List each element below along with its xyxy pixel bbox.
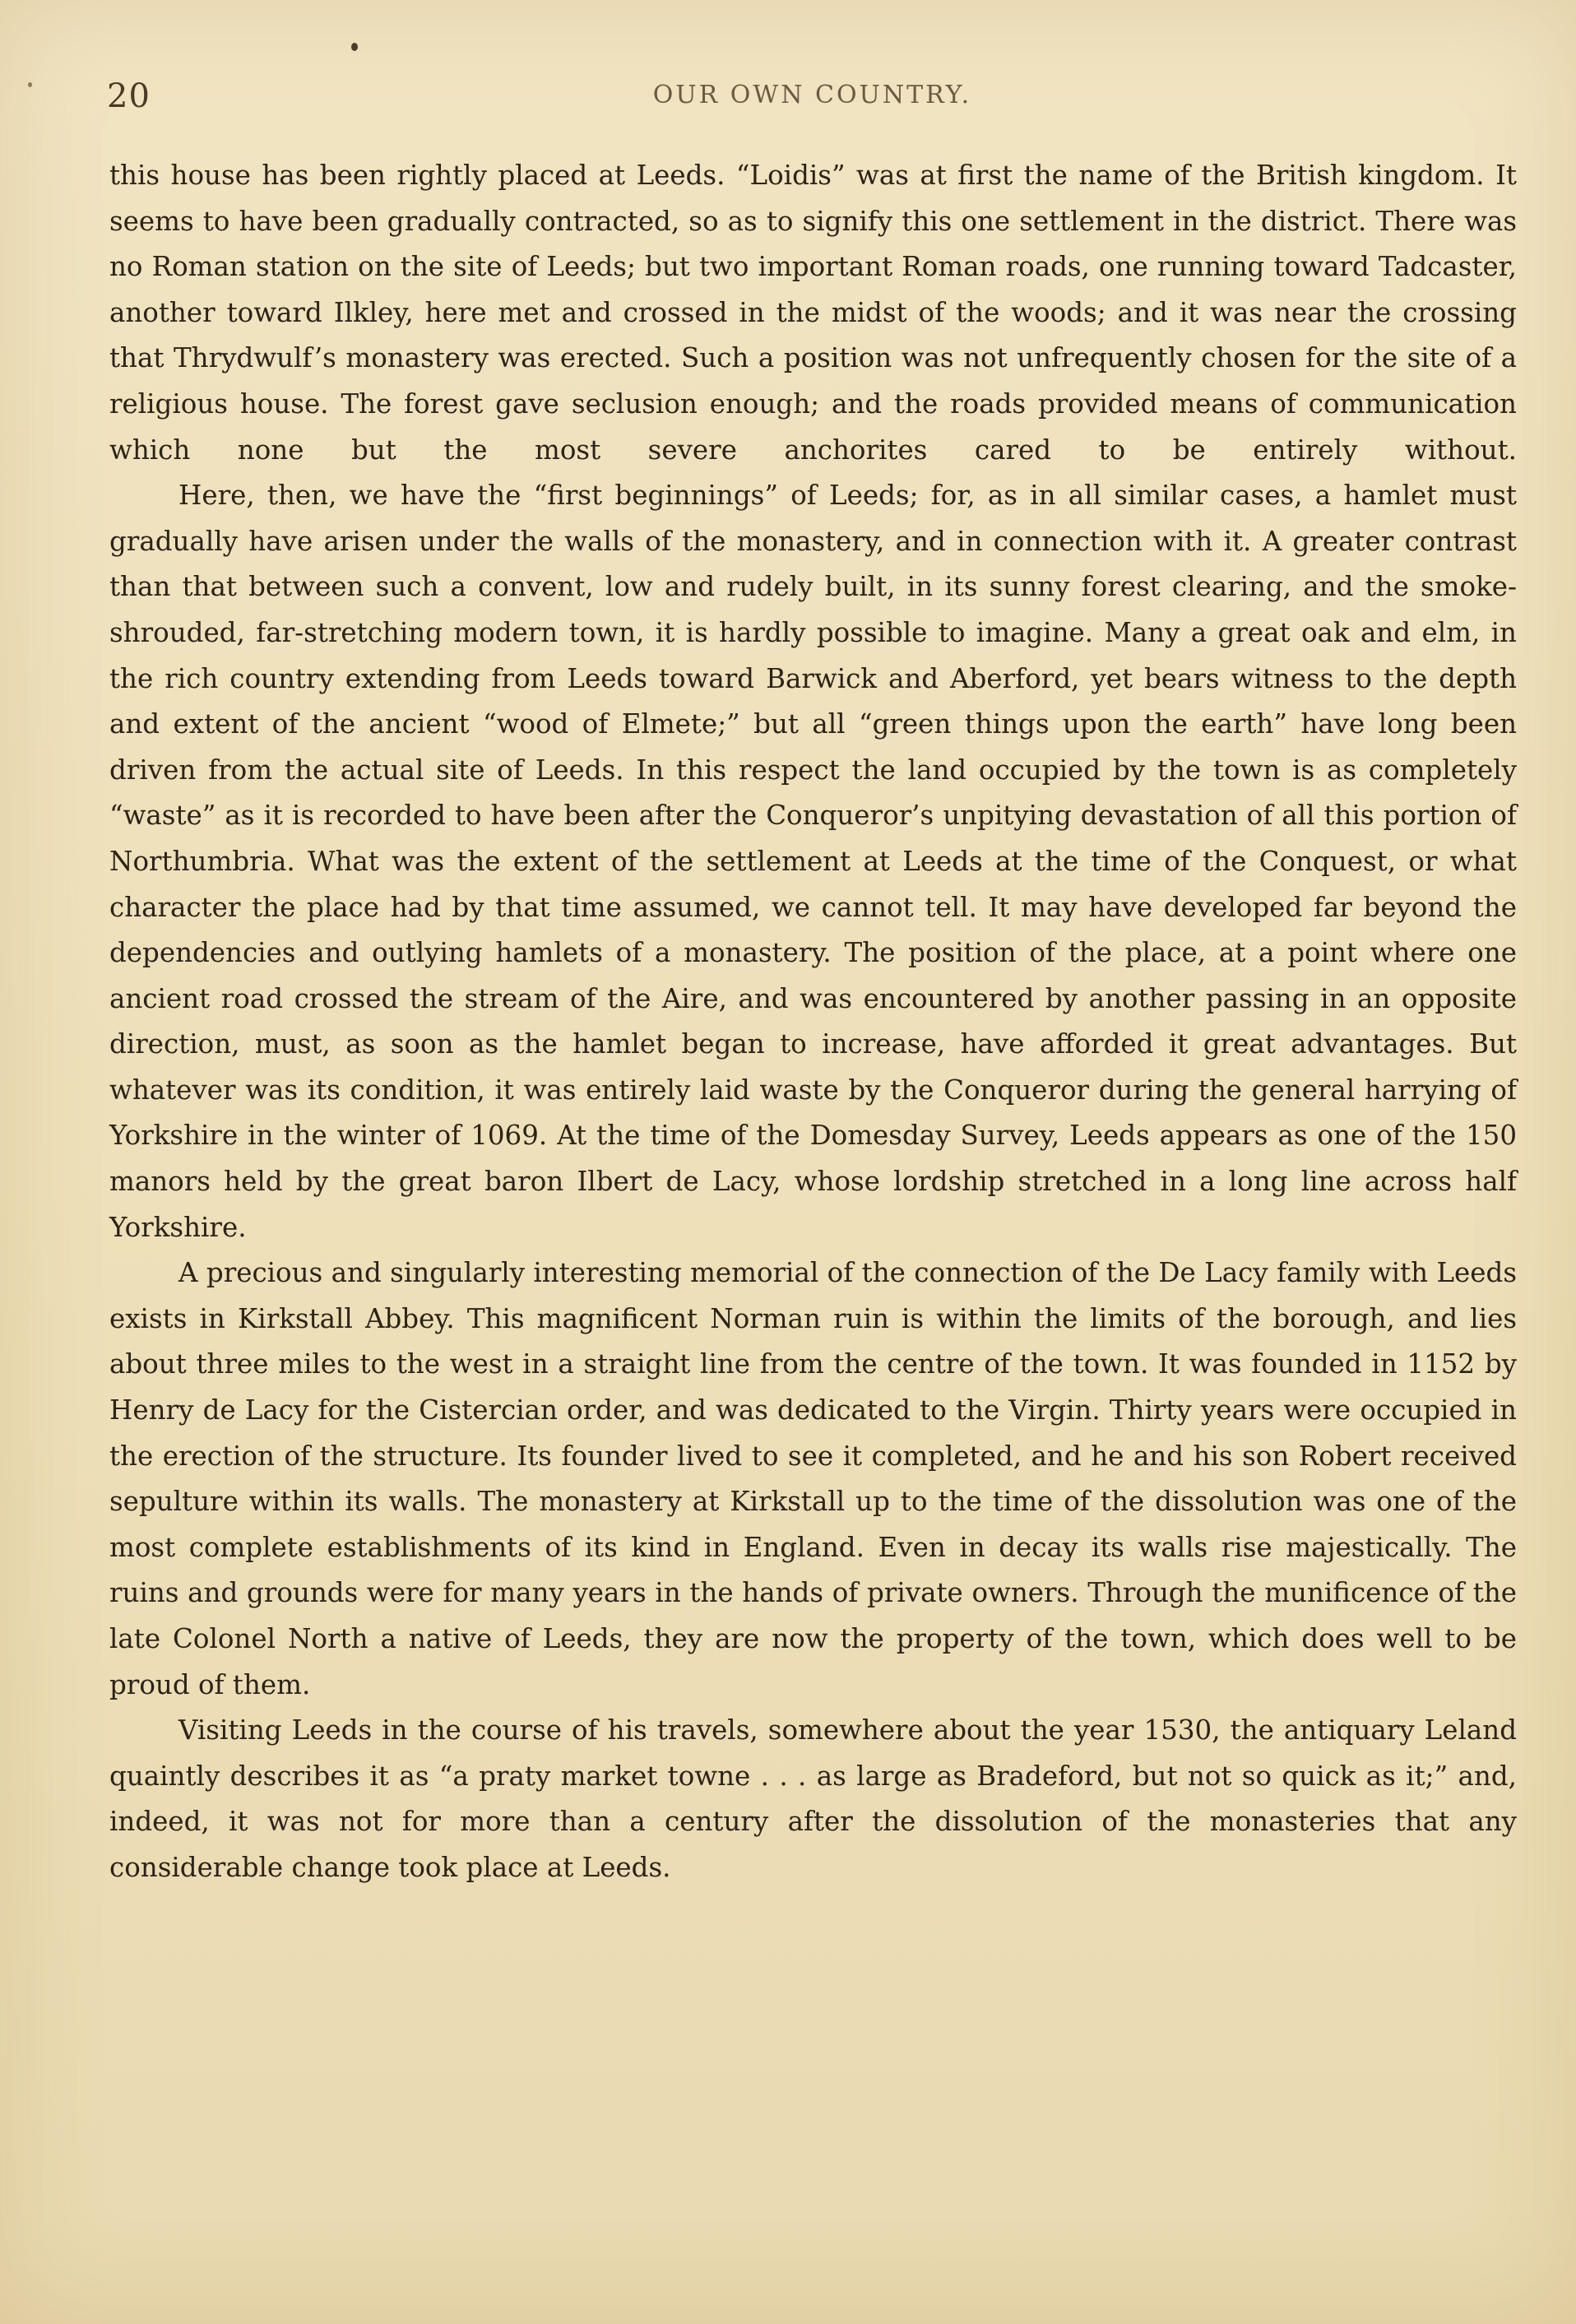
paragraph-4: Visiting Leeds in the course of his travels, somewhere about the year 1530, the antiquary Leland quaintly describes it as “a praty market towne . . . as large as Bradeford, but not so quick as it;” and, indeed, it was not for more than a century after the dissolution of the monasteries that any considerable change took place at Leeds.	[109, 1714, 1517, 1883]
paragraph-2: Here, then, we have the “first beginnings” of Leeds; for, as in all similar cases, a hamlet must gradually have arisen under the walls of the monastery, and in connection with it. A greater contrast than that between such a convent, low and rudely built, in its sunny forest clearing, and the smoke-shrouded, far-stretching modern town, it is hardly possible to imagine. Many a great oak and elm, in the rich country extending from Leeds toward Barwick and Aberford, yet bears witness to the depth and extent of the ancient “wood of Elmete;” but all “green things upon the earth” have long been driven from the actual site of Leeds. In this respect the land occupied by the town is as completely “waste” as it is recorded to have been after the Conqueror’s unpitying devastation of all this portion of Northumbria. What was the extent of the settlement at Leeds at the time of the Conquest, or what character the place had by that time assumed, we cannot tell. It may have developed far beyond the dependencies and outlying hamlets of a monastery. The position of the place, at a point where one ancient road crossed the stream of the Aire, and was encountered by another passing in an opposite direction, must, as soon as the hamlet began to increase, have afforded it great advantages. But whatever was its condition, it was entirely laid waste by the Conqueror during the general harrying of Yorkshire in the winter of 1069. At the time of the Domesday Survey, Leeds appears as one of the 150 manors held by the great baron Ilbert de Lacy, whose lordship stretched in a long line across half Yorkshire.	[109, 480, 1517, 1243]
ink-dot-mark	[351, 43, 358, 51]
paragraph-1: this house has been rightly placed at Leeds. “Loidis” was at first the name of the British kingdom. It seems to have been gradually contracted, so as to signify this one settlement in the district. There was no Roman station on the site of Leeds; but two important Roman roads, one running toward Tadcaster, another toward Ilkley, here met and crossed in the midst of the woods; and it was near the crossing that Thrydwulf’s monastery was erected. Such a position was not unfrequently chosen for the site of a religious house. The forest gave seclusion enough; and the roads provided means of communication which none but the most severe anchorites cared to be entirely without.	[109, 160, 1517, 466]
running-title: OUR OWN COUNTRY.	[652, 81, 972, 109]
body-text	[109, 153, 1517, 1891]
page-header	[107, 72, 1518, 122]
stray-ink-mark	[28, 82, 32, 87]
page-number: 20	[107, 77, 151, 115]
paragraph-3: A precious and singularly interesting memorial of the connection of the De Lacy family with Leeds exists in Kirkstall Abbey. This magnificent Norman ruin is within the limits of the borough, and lies about three miles to the west in a straight line from the centre of the town. It was founded in 1152 by Henry de Lacy for the Cistercian order, and was dedicated to the Virgin. Thirty years were occupied in the erection of the structure. Its founder lived to see it completed, and he and his son Robert received sepulture within its walls. The monastery at Kirkstall up to the time of the dissolution was one of the most complete establishments of its kind in England. Even in decay its walls rise majestically. The ruins and grounds were for many years in the hands of private owners. Through the munificence of the late Colonel North a native of Leeds, they are now the property of the town, which does well to be proud of them.	[109, 1257, 1517, 1700]
